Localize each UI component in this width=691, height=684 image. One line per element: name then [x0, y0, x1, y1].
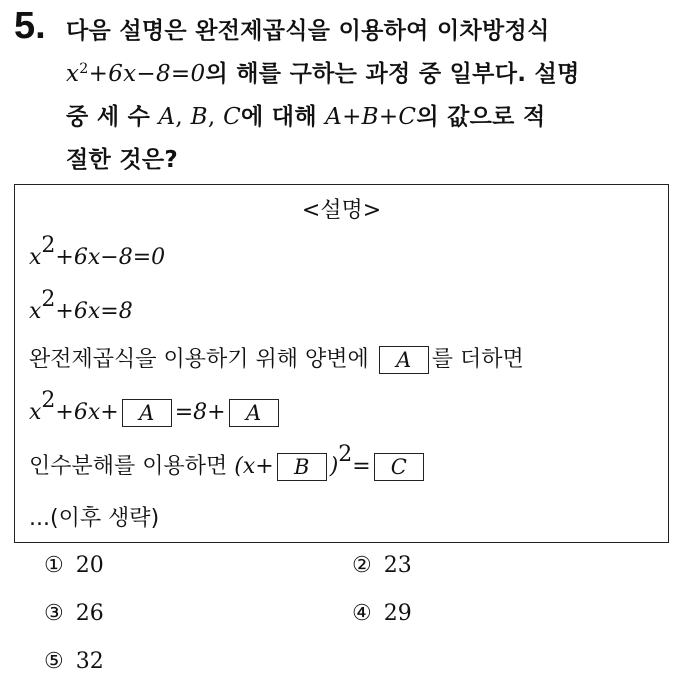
stem-line-2: [66, 53, 676, 96]
eq2-exponent: 2: [41, 286, 56, 312]
explanation-step-3: [29, 345, 524, 375]
choice-2[interactable]: [352, 552, 412, 580]
eq2-x: x: [29, 299, 42, 324]
stem-line-3: [66, 96, 676, 139]
stem-line-1: 다음 설명은 완전제곱식을 이용하여 이차방정식: [66, 18, 550, 44]
eq1-rest: +6x−8=0: [55, 245, 166, 270]
question-stem: [66, 10, 676, 182]
separator-2: ,: [207, 104, 224, 130]
blank-b: B: [277, 453, 327, 481]
choice-5[interactable]: [44, 648, 104, 676]
choice-4-mark: ④: [352, 601, 372, 626]
choice-5-mark: ⑤: [44, 649, 64, 674]
stem-line-3-mid: 에 대해: [240, 104, 326, 130]
stem-line-2-text: 의 해를 구하는 과정 중 일부다. 설명: [205, 61, 580, 87]
choice-3-value: 26: [75, 601, 104, 626]
step5-close: ): [329, 454, 339, 479]
step5-open: (x+: [234, 454, 274, 479]
stem-line-4: 절한 것은?: [66, 147, 179, 173]
choice-1-mark: ①: [44, 553, 64, 578]
step3-text: 완전제곱식을 이용하기 위해 양변에: [29, 347, 369, 372]
choice-2-mark: ②: [352, 553, 372, 578]
explanation-step-6: ...(이후 생략): [29, 506, 160, 531]
stem-equation-rest: +6x−8=0: [88, 61, 206, 87]
variable-c: C: [223, 104, 241, 130]
stem-line-3-post: 의 값으로 적: [416, 104, 546, 130]
eq4-equals: =8+: [174, 400, 226, 425]
blank-c: C: [374, 453, 424, 481]
stem-equation-x: x: [66, 61, 80, 87]
explanation-box: [14, 184, 669, 543]
eq1-x: x: [29, 245, 42, 270]
explanation-equation-2: [29, 286, 133, 327]
explanation-equation-4: [29, 387, 282, 428]
explanation-equation-1: [29, 232, 166, 273]
eq4-exponent: 2: [41, 387, 56, 413]
separator-1: ,: [175, 104, 191, 130]
choice-2-value: 23: [383, 553, 412, 578]
step5-exponent: 2: [338, 441, 353, 467]
choice-4[interactable]: [352, 600, 412, 628]
step3-post: 를 더하면: [431, 347, 524, 372]
blank-a: A: [379, 346, 429, 374]
choice-3[interactable]: [44, 600, 104, 628]
variable-a: A: [158, 104, 176, 130]
stem-equation-exponent: 2: [79, 61, 89, 78]
variable-b: B: [190, 104, 208, 130]
step5-equals: =: [352, 454, 371, 479]
blank-a-left: A: [122, 399, 172, 427]
eq1-exponent: 2: [41, 232, 56, 258]
blank-a-right: A: [229, 399, 279, 427]
eq4-mid: +6x+: [55, 400, 119, 425]
choice-5-value: 32: [75, 649, 104, 674]
stem-line-3-pre: 중 세 수: [66, 104, 159, 130]
choice-1[interactable]: [44, 552, 104, 580]
eq4-x: x: [29, 400, 42, 425]
sum-expression: A+B+C: [325, 104, 417, 130]
choice-3-mark: ③: [44, 601, 64, 626]
step5-text: 인수분해를 이용하면: [29, 454, 235, 479]
eq2-rest: +6x=8: [55, 299, 133, 324]
explanation-step-5: [29, 441, 427, 482]
choice-4-value: 29: [383, 601, 412, 626]
choice-1-value: 20: [75, 553, 104, 578]
explanation-title: <설명>: [301, 198, 382, 223]
question-number: 5.: [14, 5, 46, 47]
